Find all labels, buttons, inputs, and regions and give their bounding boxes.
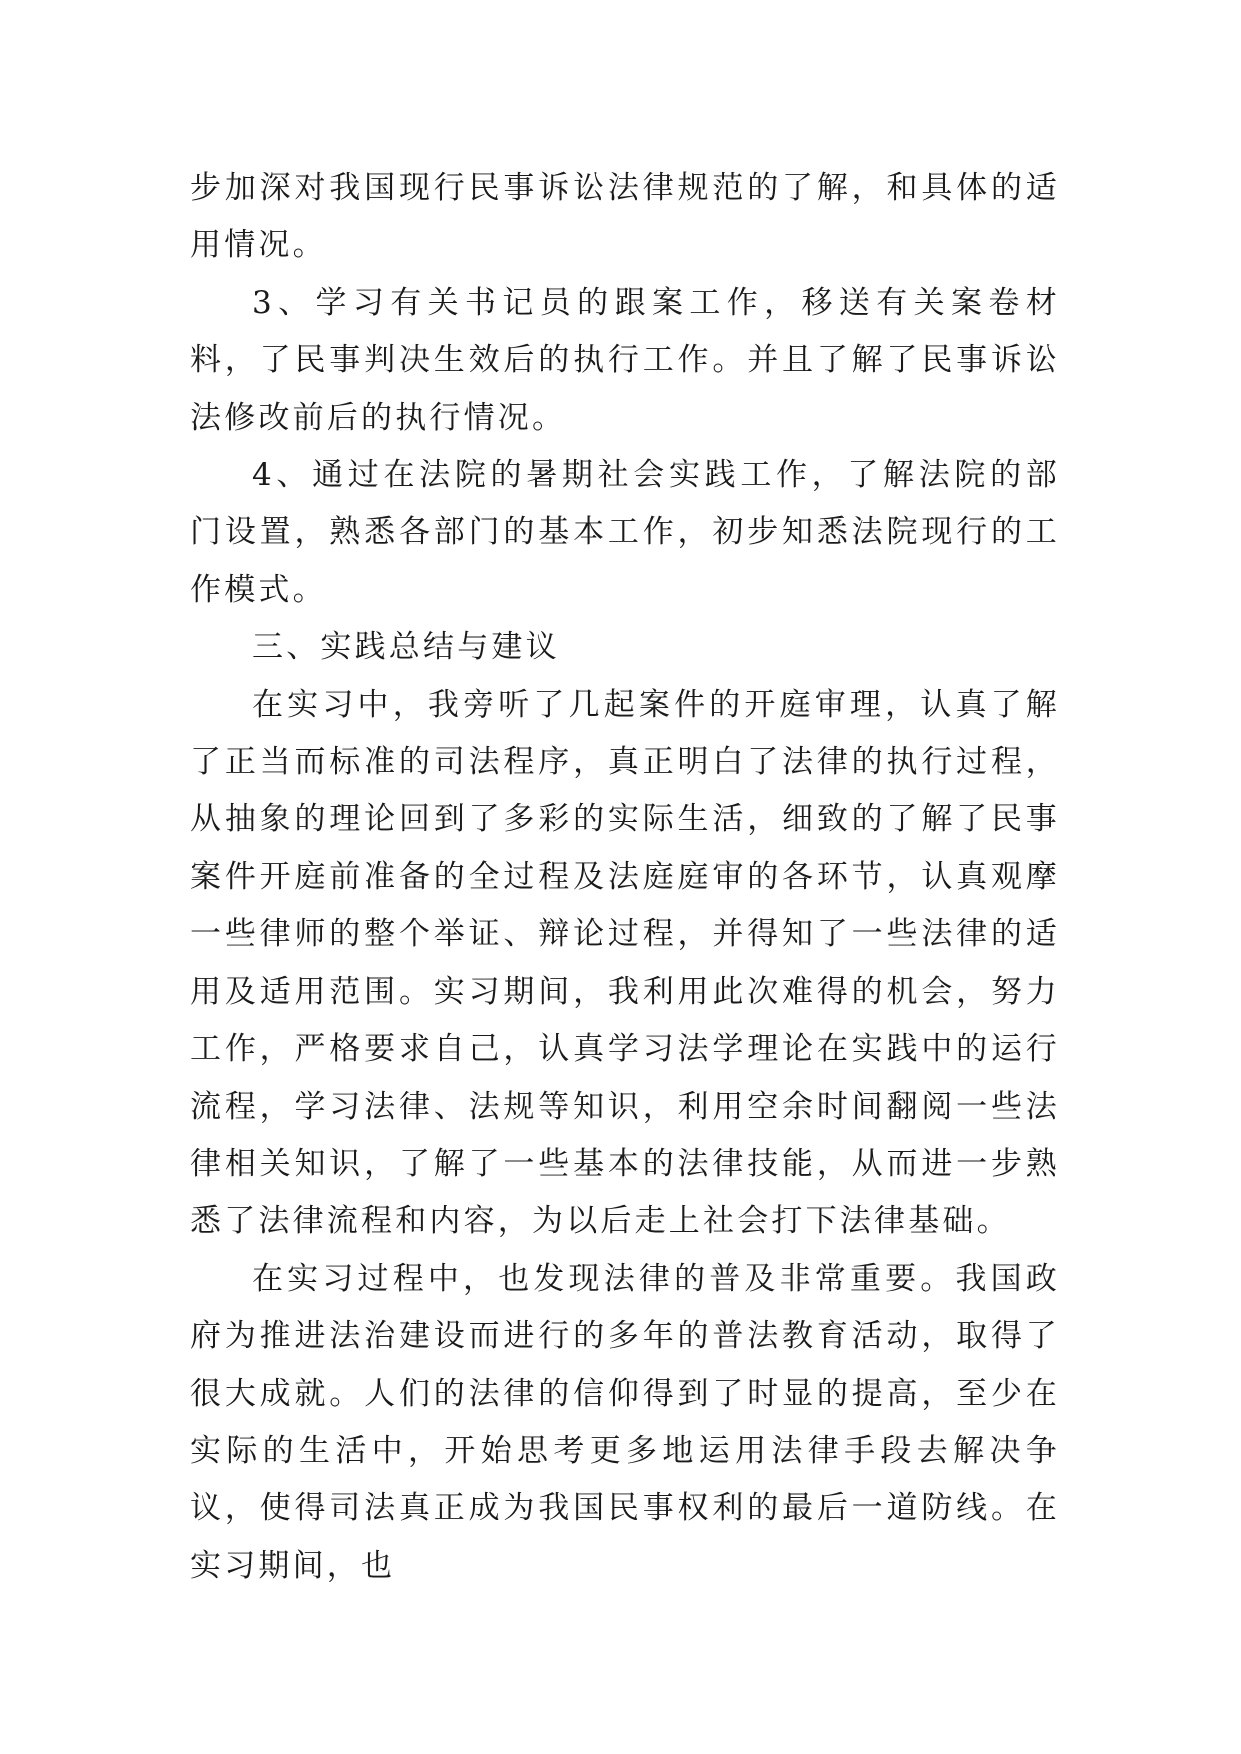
paragraph-continued: 步加深对我国现行民事诉讼法律规范的了解，和具体的适用情况。 [190, 170, 1060, 264]
paragraph-item-4: 4、通过在法院的暑期社会实践工作，了解法院的部门设置，熟悉各部门的基本工作，初步知悉法院现行的工作模式。 [190, 457, 1060, 608]
paragraph-summary: 在实习中，我旁听了几起案件的开庭审理，认真了解了正当而标准的司法程序，真正明白了法律的执行过程，从抽象的理论回到了多彩的实际生活，细致的了解了民事案件开庭前准备的全过程及法庭庭审的各环节，认真观摩一些律师的整个举证、辩论过程，并得知了一些法律的适用及适用范围。实习期间，我利用此次难得的机会，努力工作，严格要求自己，认真学习法学理论在实践中的运行流程，学习法律、法规等知识，利用空余时间翻阅一些法律相关知识，了解了一些基本的法律技能，从而进一步熟悉了法律流程和内容，为以后走上社会打下法律基础。 [190, 686, 1060, 1240]
document-body [190, 160, 1060, 1595]
section-heading: 三、实践总结与建议 [252, 629, 560, 666]
paragraph-observation: 在实习过程中，也发现法律的普及非常重要。我国政府为推进法治建设而进行的多年的普法教育活动，取得了很大成就。人们的法律的信仰得到了时显的提高，至少在实际的生活中，开始思考更多地运用法律手段去解决争议，使得司法真正成为我国民事权利的最后一道防线。在实习期间，也 [190, 1260, 1060, 1584]
paragraph-item-3: 3、学习有关书记员的跟案工作，移送有关案卷材料，了民事判决生效后的执行工作。并且了解了民事诉讼法修改前后的执行情况。 [190, 284, 1060, 436]
